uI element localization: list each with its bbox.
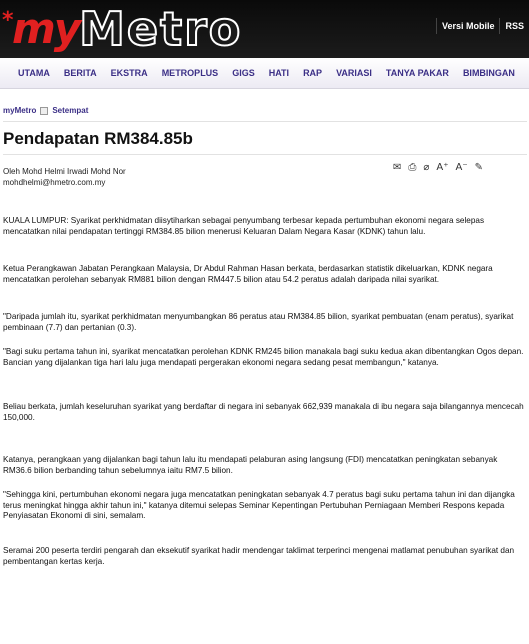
article-paragraph: Ketua Perangkawan Jabatan Perangkaan Malaysia, Dr Abdul Rahman Hasan berkata, berdasarkan statistik dikeluarkan, KDNK negara mencatatkan perolehan sebanyak RM881 bilion dengan RM447.5 bilion atau 54.2 peratus adalah daripada nilai syarikat. (3, 264, 493, 284)
breadcrumb-separator-icon (40, 107, 48, 115)
logo-star: * (2, 8, 14, 33)
nav-item-bimbingan[interactable]: BIMBINGAN (462, 68, 515, 78)
logo-my: my (12, 4, 80, 53)
nav-item-gigs[interactable]: GIGS (232, 68, 255, 78)
article-tools (393, 162, 483, 173)
logo-metro: Metro (79, 2, 243, 56)
nav-item-metroplus[interactable]: METROPLUS (161, 68, 219, 78)
print-icon[interactable]: ⎙ (408, 162, 417, 173)
header-links (436, 18, 529, 34)
comment-icon[interactable]: ✎ (474, 162, 484, 173)
nav-item-variasi[interactable]: VARIASI (336, 68, 372, 78)
divider (3, 154, 527, 155)
nav-item-utama[interactable]: UTAMA (18, 68, 50, 78)
font-decrease-icon[interactable]: A⁻ (455, 162, 468, 173)
article-paragraph: "Daripada jumlah itu, syarikat perkhidmatan menyumbangkan 86 peratus atau RM384.85 bilion, syarikat pembuatan (enam peratus), syarikat pembinaan (7.7) dan pertanian (0.3). (3, 312, 514, 332)
article-paragraph: Katanya, perangkaan yang dijalankan bagi tahun lalu itu mendapati pelaburan asing langsung (FDI) mencatatkan peningkatan sebanyak RM36.6 bilion berbanding tahun sebelumnya iaitu RM7.5 bilion. (3, 455, 498, 475)
author-name: Oleh Mohd Helmi Irwadi Mohd Nor (3, 167, 126, 176)
nav-item-rap[interactable]: RAP (303, 68, 323, 78)
article-paragraph: "Bagi suku pertama tahun ini, syarikat mencatatkan perolehan KDNK RM245 bilion manakala bagi suku kedua akan dibentangkan Ogos depan. Bancian yang dijalankan tiga hari lalu juga mendapati pergerakan ekonomi negara sedang pesat membangun," katanya. (3, 347, 524, 367)
nav-item-hati[interactable]: HATI (268, 68, 290, 78)
mobile-version-link[interactable]: Versi Mobile (436, 18, 500, 34)
article-paragraph: "Sehingga kini, pertumbuhan ekonomi negara juga mencatatkan peningkatan sebanyak 4.7 peratus bagi suku pertama tahun ini dan dijangka terus meningkat hingga akhir tahun ini," katanya ditemui selepas Seminar Kepentingan Pertubuhan Perniagaan Memberi Respons kepada Penyiasatan Ekonomi di sini, semalam. (3, 490, 515, 520)
article-paragraph: Seramai 200 peserta terdiri pengarah dan eksekutif syarikat hadir mendengar taklimat terperinci mengenai matlamat penubuhan syarikat dan pembentangan kertas kerja. (3, 546, 515, 566)
breadcrumb-home-link[interactable]: myMetro (3, 106, 37, 115)
divider (3, 121, 527, 122)
author-email[interactable]: mohdhelmi@hmetro.com.my (3, 178, 106, 187)
article-byline (3, 166, 126, 188)
nav-item-berita[interactable]: BERITA (63, 68, 97, 78)
email-icon[interactable]: ✉ (393, 162, 402, 173)
breadcrumb (3, 106, 88, 115)
site-header (0, 0, 529, 58)
main-nav (0, 58, 529, 89)
nav-item-ekstra[interactable]: EKSTRA (110, 68, 148, 78)
nav-item-tanya-pakar[interactable]: TANYA PAKAR (385, 68, 449, 78)
article-paragraph: Beliau berkata, jumlah keseluruhan syarikat yang berdaftar di negara ini sebanyak 662,939 manakala di ibu negara saja bilangannya mencecah 150,000. (3, 402, 524, 422)
article-paragraph: KUALA LUMPUR: Syarikat perkhidmatan diisytiharkan sebagai penyumbang terbesar kepada pertumbuhan ekonomi negara selepas mencatatkan nilai pendapatan tertinggi RM384.85 bilion menerusi Keluaran Dalam Negara Kasar (KDNK) tahun lalu. (3, 216, 485, 236)
article-title: Pendapatan RM384.85b (3, 129, 193, 148)
site-logo[interactable] (2, 2, 242, 56)
rss-link[interactable]: RSS (499, 18, 529, 34)
breadcrumb-current-link[interactable]: Setempat (52, 106, 89, 115)
attach-icon[interactable]: ⌀ (423, 162, 430, 173)
font-increase-icon[interactable]: A⁺ (436, 162, 449, 173)
